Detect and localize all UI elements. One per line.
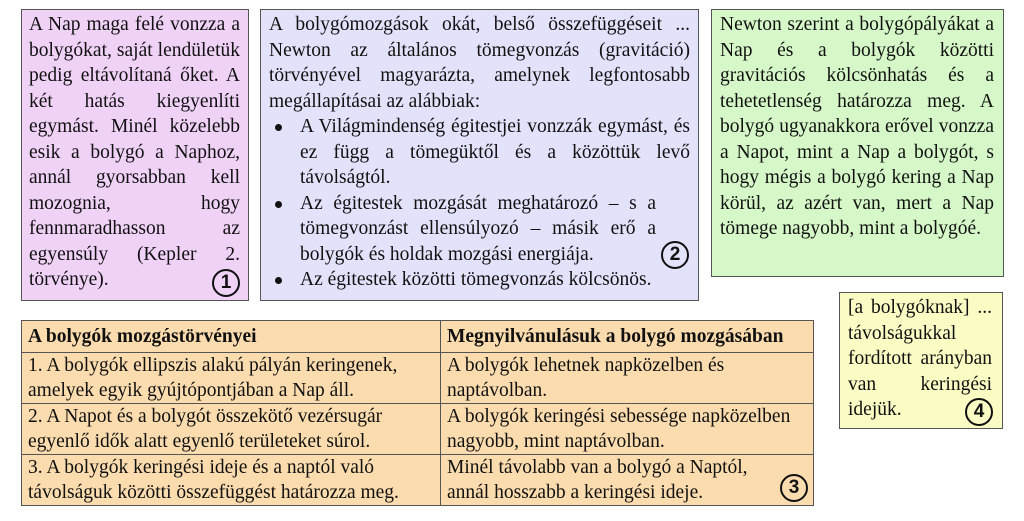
number-badge-3: 3 [780, 474, 808, 502]
text-box-1 [21, 9, 249, 301]
bullet-item: Az égitestek mozgását meghatározó – s a tömegvonzást ellensúlyozó – másik erő a bolygók és holdak mozgási energiája. [269, 191, 690, 268]
table-cell: A bolygók keringési sebessége napközelben nagyobb, mint naptávolban. [441, 404, 814, 455]
table-row [22, 404, 814, 455]
table-row [22, 353, 814, 404]
text-box-4 [839, 292, 1003, 429]
text-box-2-bullet-list [269, 114, 690, 293]
number-badge-2: 2 [661, 241, 689, 269]
table-header-row [22, 321, 814, 353]
laws-table [21, 320, 814, 506]
table-cell: Minél távolabb van a bolygó a Naptól, annál hosszabb a keringési ideje. [441, 455, 814, 506]
bullet-item: Az égitestek közötti tömegvonzás kölcsönös. [269, 267, 690, 293]
bullet-item: A Világmindenség égitestjei vonzzák egymást, és ez függ a tömegüktől és a közöttük levő távolságtól. [269, 114, 690, 191]
table-cell: 2. A Napot és a bolygót összekötő vezérsugár egyenlő idők alatt egyenlő területeket súrol. [22, 404, 441, 455]
text-box-2-intro: A bolygómozgások okát, belső összefüggéseit ... Newton az általános tömegvonzás (gravitáció) törvényével magyarázta, amelynek legfontosabb megállapításai az alábbiak: [269, 14, 690, 112]
column-header: A bolygók mozgástörvényei [22, 321, 441, 353]
text-box-3 [711, 9, 1004, 277]
text-box-1-body: A Nap maga felé vonzza a bolygókat, saját lendületük pedig eltávolítaná őket. A két hatás kiegyenlíti egymást. Minél közelebb esik a bolygó a Naphoz, annál gyorsabban kell mozognia, hogy fennmaradhasson az egyensúly (Kepler 2. törvénye). [29, 14, 240, 290]
text-box-2 [260, 9, 699, 301]
table-cell: A bolygók lehetnek napközelben és naptávolban. [441, 353, 814, 404]
text-box-3-body: Newton szerint a bolygópályákat a Nap és a bolygók közötti gravitációs kölcsönhatás és a tehetetlenség határozza meg. A bolygó ugyanakkora erővel vonzza a Napot, mint a Nap a bolygót, s hogy mégis a bolygó kering a Nap körül, az azért van, mert a Nap tömege nagyobb, mint a bolygóé. [720, 14, 994, 239]
column-header: Megnyilvánulásuk a bolygó mozgásában [441, 321, 814, 353]
table-cell: 1. A bolygók ellipszis alakú pályán keringenek, amelyek egyik gyújtópontjában a Nap áll. [22, 353, 441, 404]
table-row [22, 455, 814, 506]
number-badge-1: 1 [212, 269, 240, 297]
number-badge-4: 4 [965, 398, 993, 426]
text-box-4-body: [a bolygóknak] ... távolságukkal fordított arányban van keringési idejük. [848, 297, 992, 420]
table-cell: 3. A bolygók keringési ideje és a naptól való távolságuk közötti összefüggést határozza meg. [22, 455, 441, 506]
